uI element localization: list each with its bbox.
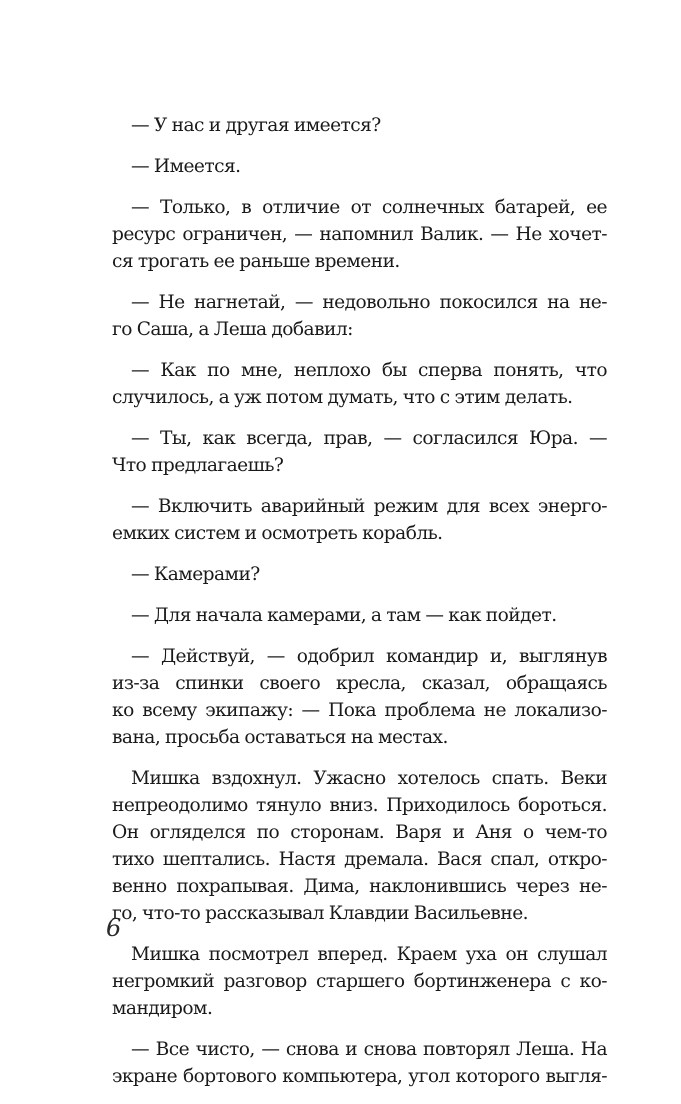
paragraph xyxy=(112,561,607,588)
text-line: Мишка посмотрел вперед. Краем уха он слушал xyxy=(131,944,607,965)
text-line: — Имеется. xyxy=(131,156,241,177)
text-line: — Только, в отличие от солнечных батарей, ее xyxy=(131,197,607,218)
paragraph xyxy=(112,153,607,180)
text-line: — Действуй, — одобрил командир и, выглянув xyxy=(131,646,607,667)
text-line: го, что-то рассказывал Клавдии Васильевне. xyxy=(112,903,529,924)
text-line: — Включить аварийный режим для всех энерго- xyxy=(131,496,607,517)
text-line: ся трогать ее раньше времени. xyxy=(112,251,400,272)
text-line: — У нас и другая имеется? xyxy=(131,115,381,136)
text-line: мандиром. xyxy=(112,998,213,1019)
text-line: вана, просьба оставаться на местах. xyxy=(112,727,448,748)
paragraph xyxy=(112,493,607,547)
text-line: — Камерами? xyxy=(131,564,260,585)
text-line: — Все чисто, — снова и снова повторял Леша. На xyxy=(131,1039,607,1060)
text-line: Он огляделся по сторонам. Варя и Аня о чем-то xyxy=(112,822,607,843)
text-line: из-за спинки своего кресла, сказал, обращаясь xyxy=(112,673,607,694)
body-text xyxy=(112,112,607,1104)
paragraph xyxy=(112,289,607,343)
paragraph xyxy=(112,765,607,927)
text-line: Мишка вздохнул. Ужасно хотелось спать. Веки xyxy=(131,768,607,789)
text-line: ресурс ограничен, — напомнил Валик. — Не хочет- xyxy=(112,224,607,245)
text-line: го Саша, а Леша добавил: xyxy=(112,319,353,340)
paragraph xyxy=(112,357,607,411)
paragraph xyxy=(112,112,607,139)
page-number: 6 xyxy=(106,914,122,942)
text-line: венно похрапывая. Дима, наклонившись через не- xyxy=(112,876,607,897)
text-line: Что предлагаешь? xyxy=(112,455,284,476)
text-line: негромкий разговор старшего бортинженера с ко- xyxy=(112,971,607,992)
paragraph xyxy=(112,194,607,275)
paragraph xyxy=(112,941,607,1022)
text-line: ко всему экипажу: — Пока проблема не локализо- xyxy=(112,700,607,721)
text-line: — Как по мне, неплохо бы сперва понять, что xyxy=(131,360,607,381)
text-line: емких систем и осмотреть корабль. xyxy=(112,523,443,544)
text-line: — Для начала камерами, а там — как пойдет. xyxy=(131,605,557,626)
paragraph xyxy=(112,602,607,629)
text-line: — Ты, как всегда, прав, — согласился Юра. — xyxy=(131,428,607,449)
paragraph xyxy=(112,425,607,479)
paragraph xyxy=(112,1036,607,1090)
text-line: случилось, а уж потом думать, что с этим делать. xyxy=(112,387,573,408)
text-line: непреодолимо тянуло вниз. Приходилось бороться. xyxy=(112,795,607,816)
text-line: — Не нагнетай, — недовольно покосился на не- xyxy=(131,292,607,313)
paragraph xyxy=(112,643,607,751)
text-line: экране бортового компьютера, угол которого выгля- xyxy=(112,1066,607,1087)
text-line: тихо шептались. Настя дремала. Вася спал, откро- xyxy=(112,849,607,870)
